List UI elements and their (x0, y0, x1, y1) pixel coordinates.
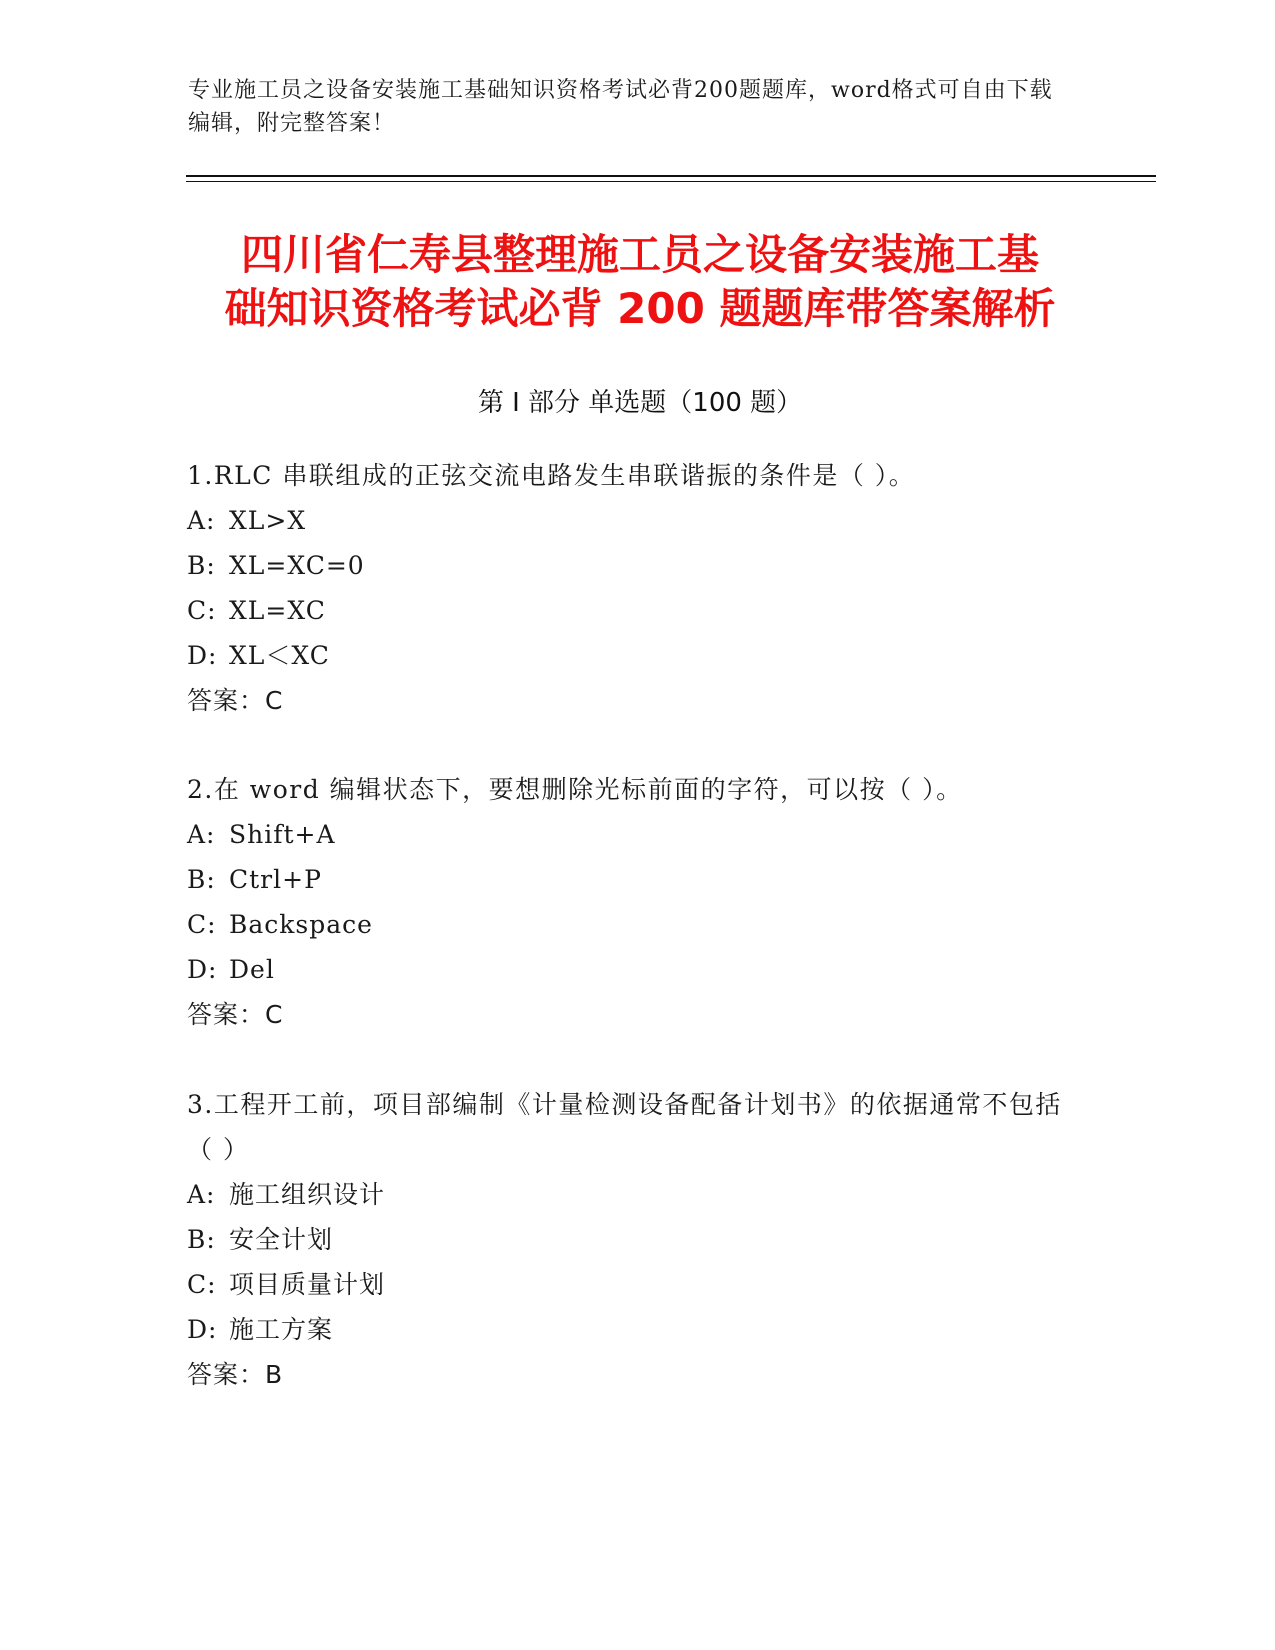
option-key: C: (187, 910, 217, 939)
option-a (187, 1172, 1067, 1217)
option-key: B: (187, 551, 216, 580)
document-title (180, 228, 1100, 336)
option-text: 施工方案 (229, 1315, 334, 1344)
option-text: XL>X (229, 506, 307, 535)
question-stem: 3.工程开工前，项目部编制《计量检测设备配备计划书》的依据通常不包括（ ） (187, 1090, 1062, 1164)
header-divider-thin (186, 181, 1156, 182)
option-text: XL=XC (229, 596, 326, 625)
option-b (187, 1217, 1067, 1262)
option-c (187, 902, 1067, 947)
option-key: C: (187, 1270, 217, 1299)
option-key: A: (187, 1180, 216, 1209)
question-stem: 2.在 word 编辑状态下，要想删除光标前面的字符，可以按（ ）。 (187, 775, 963, 804)
option-d (187, 633, 1067, 678)
option-key: A: (187, 820, 216, 849)
question-stem: 1.RLC 串联组成的正弦交流电路发生串联谐振的条件是（ ）。 (187, 461, 916, 490)
option-c (187, 1262, 1067, 1307)
option-d (187, 947, 1067, 992)
header-divider-thick (186, 175, 1156, 177)
document-title-line-2: 础知识资格考试必背 200 题题库带答案解析 (224, 284, 1056, 333)
option-key: D: (187, 641, 218, 670)
option-key: A: (187, 506, 216, 535)
option-text: Ctrl+P (229, 865, 322, 894)
option-key: B: (187, 865, 216, 894)
option-b (187, 857, 1067, 902)
option-c (187, 588, 1067, 633)
option-key: D: (187, 1315, 218, 1344)
question-1 (187, 453, 1067, 723)
document-title-line-1: 四川省仁寿县整理施工员之设备安装施工基 (240, 230, 1039, 279)
section-heading: 第 I 部分 单选题（100 题） (477, 388, 803, 418)
option-a (187, 498, 1067, 543)
option-a (187, 812, 1067, 857)
option-key: C: (187, 596, 217, 625)
option-b (187, 543, 1067, 588)
answer: 答案：C (187, 686, 284, 715)
option-text: Shift+A (229, 820, 336, 849)
option-text: 安全计划 (229, 1225, 334, 1254)
option-d (187, 1307, 1067, 1352)
answer: 答案：C (187, 1000, 284, 1029)
option-text: 施工组织设计 (229, 1180, 386, 1209)
answer: 答案：B (187, 1360, 284, 1389)
option-text: Backspace (229, 910, 373, 939)
option-key: D: (187, 955, 218, 984)
question-3 (187, 1082, 1067, 1397)
option-text: 项目质量计划 (229, 1270, 386, 1299)
option-text: XL=XC=0 (229, 551, 365, 580)
header-note: 专业施工员之设备安装施工基础知识资格考试必背200题题库，word格式可自由下载编辑，附完整答案！ (188, 78, 1053, 136)
option-text: Del (229, 955, 275, 984)
option-key: B: (187, 1225, 216, 1254)
question-2 (187, 767, 1067, 1037)
option-text: XL＜XC (229, 641, 330, 670)
